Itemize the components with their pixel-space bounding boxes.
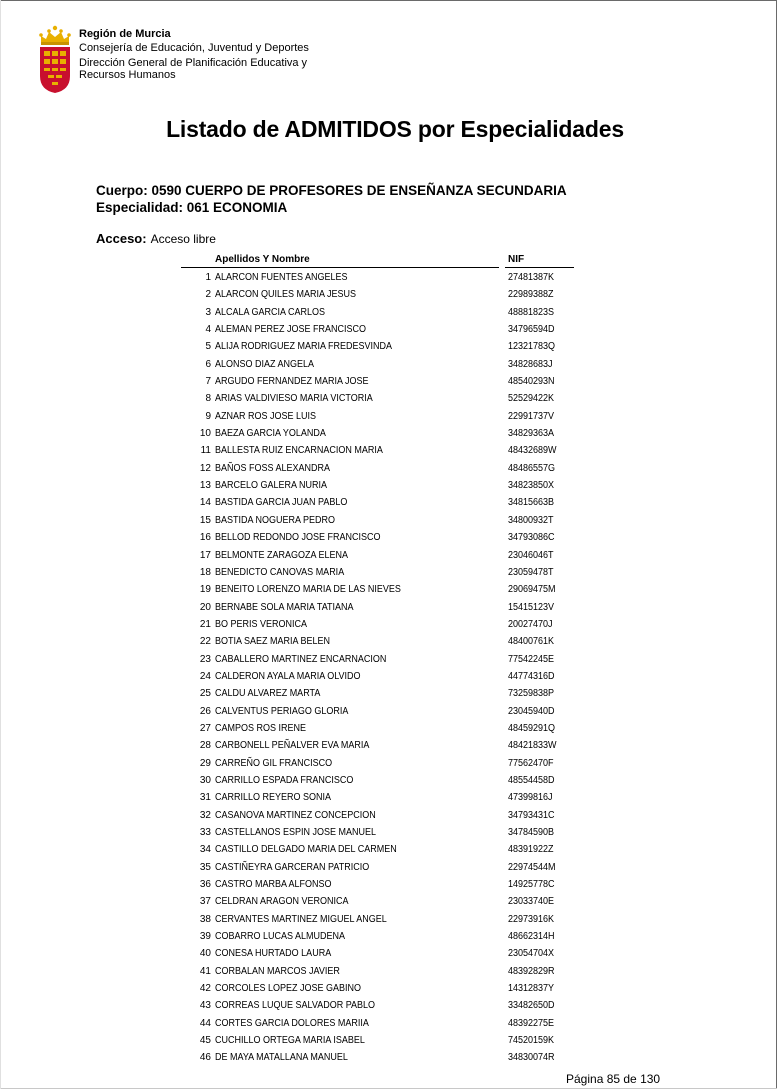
row-nif: 48400761K — [508, 636, 555, 648]
especialidad-label: Especialidad: 061 ECONOMIA — [96, 200, 288, 215]
row-nif: 20027470J — [508, 618, 553, 630]
row-nif: 48881823S — [508, 306, 555, 318]
table-row — [0, 392, 778, 409]
row-nif: 23045940D — [508, 705, 555, 717]
row-nif: 23054704X — [508, 948, 555, 960]
row-nif: 22991737V — [508, 410, 555, 422]
row-name: ARIAS VALDIVIESO MARIA VICTORIA — [215, 393, 373, 405]
row-number: 8 — [205, 393, 211, 405]
row-number: 19 — [199, 584, 211, 596]
row-name: CUCHILLO ORTEGA MARIA ISABEL — [215, 1035, 365, 1047]
table-row — [0, 809, 778, 826]
row-name: CORREAS LUQUE SALVADOR PABLO — [215, 1000, 376, 1012]
direccion-line-1: Dirección General de Planificación Educativa y — [79, 57, 308, 69]
row-name: BARCELO GALERA NURIA — [215, 480, 328, 492]
row-nif: 27481387K — [508, 272, 555, 283]
row-name: ARGUDO FERNANDEZ MARIA JOSE — [215, 376, 369, 388]
page-number: Página 85 de 130 — [566, 1072, 661, 1086]
region-name: Región de Murcia — [79, 28, 171, 40]
row-number: 29 — [199, 757, 211, 769]
row-nif: 34830074R — [508, 1052, 555, 1064]
row-number: 26 — [199, 705, 211, 717]
row-nif: 23033740E — [508, 896, 555, 908]
direccion-line-2: Recursos Humanos — [79, 69, 176, 81]
row-number: 44 — [199, 1017, 211, 1029]
row-nif: 29069475M — [508, 584, 556, 596]
row-nif: 77562470F — [508, 757, 554, 769]
row-name: CORTES GARCIA DOLORES MARIIA — [215, 1017, 369, 1029]
row-nif: 34793431C — [508, 809, 555, 821]
column-header-apellidos: Apellidos Y Nombre — [215, 254, 310, 265]
row-name: DE MAYA MATALLANA MANUEL — [215, 1052, 348, 1064]
row-name: CERVANTES MARTINEZ MIGUEL ANGEL — [215, 913, 387, 925]
row-number: 5 — [205, 341, 211, 353]
row-number: 46 — [199, 1052, 211, 1064]
row-number: 14 — [199, 497, 211, 509]
table-row — [0, 947, 778, 964]
row-name: ALEMAN PEREZ JOSE FRANCISCO — [215, 324, 367, 336]
row-nif: 22973916K — [508, 913, 555, 925]
table-row — [0, 843, 778, 860]
row-name: CASTIÑEYRA GARCERAN PATRICIO — [215, 861, 370, 873]
row-number: 27 — [199, 722, 211, 734]
row-number: 31 — [199, 792, 211, 804]
row-name: BO PERIS VERONICA — [215, 618, 308, 630]
row-nif: 44774316D — [508, 670, 555, 682]
acceso-value: Acceso libre — [150, 232, 216, 246]
table-row — [0, 340, 778, 357]
row-name: BASTIDA NOGUERA PEDRO — [215, 514, 336, 526]
table-row — [0, 705, 778, 722]
page-title: Listado de ADMITIDOS por Especialidades — [166, 116, 624, 142]
row-number: 1 — [205, 272, 211, 283]
table-row — [0, 427, 778, 444]
row-number: 6 — [205, 358, 211, 370]
row-name: CALDU ALVAREZ MARTA — [215, 688, 321, 700]
row-number: 33 — [199, 827, 211, 838]
column-header-nif: NIF — [508, 254, 525, 265]
consejeria-name: Consejería de Educación, Juventud y Deportes — [79, 42, 309, 54]
row-number: 18 — [199, 566, 211, 578]
row-number: 13 — [199, 480, 211, 492]
row-name: AZNAR ROS JOSE LUIS — [215, 410, 317, 422]
row-number: 25 — [199, 688, 211, 700]
row-number: 22 — [199, 636, 211, 648]
row-nif: 34815663B — [508, 497, 555, 509]
table-row — [0, 514, 778, 531]
row-name: CAMPOS ROS IRENE — [215, 722, 307, 734]
row-number: 43 — [199, 1000, 211, 1012]
row-name: CALVENTUS PERIAGO GLORIA — [215, 705, 349, 717]
row-number: 12 — [199, 462, 211, 474]
row-name: ALARCON QUILES MARIA JESUS — [215, 289, 357, 301]
row-number: 42 — [199, 983, 211, 995]
row-nif: 48486557G — [508, 462, 556, 474]
row-nif: 48662314H — [508, 931, 555, 943]
row-name: CASTRO MARBA ALFONSO — [215, 879, 332, 891]
table-row — [0, 635, 778, 652]
table-row — [0, 982, 778, 999]
table-row — [0, 757, 778, 774]
row-name: BENEDICTO CANOVAS MARIA — [215, 566, 345, 578]
row-nif: 34828683J — [508, 358, 553, 370]
row-name: CASTELLANOS ESPIN JOSE MANUEL — [215, 827, 377, 838]
table-row — [0, 687, 778, 704]
table-row — [0, 999, 778, 1016]
row-name: CASANOVA MARTINEZ CONCEPCION — [215, 809, 376, 821]
table-row — [0, 531, 778, 548]
row-nif: 33482650D — [508, 1000, 555, 1012]
row-nif: 47399816J — [508, 792, 553, 804]
row-name: BALLESTA RUIZ ENCARNACION MARIA — [215, 445, 383, 457]
table-row — [0, 826, 778, 843]
row-name: BAÑOS FOSS ALEXANDRA — [215, 462, 331, 474]
row-name: BENEITO LORENZO MARIA DE LAS NIEVES — [215, 584, 401, 596]
row-number: 9 — [205, 410, 211, 422]
table-row — [0, 375, 778, 392]
row-nif: 12321783Q — [508, 341, 556, 353]
row-number: 24 — [199, 670, 211, 682]
table-row — [0, 791, 778, 808]
row-name: BAEZA GARCIA YOLANDA — [215, 428, 326, 440]
row-number: 20 — [199, 601, 211, 613]
table-row — [0, 774, 778, 791]
row-number: 2 — [205, 289, 211, 301]
table-row — [0, 496, 778, 513]
row-number: 16 — [199, 532, 211, 544]
table-row — [0, 895, 778, 912]
acceso-line — [96, 231, 216, 246]
table-row — [0, 358, 778, 375]
row-name: ALIJA RODRIGUEZ MARIA FREDESVINDA — [215, 341, 393, 353]
row-number: 34 — [199, 844, 211, 856]
table-row — [0, 965, 778, 982]
row-number: 30 — [199, 774, 211, 786]
table-row — [0, 1017, 778, 1034]
row-nif: 74520159K — [508, 1035, 555, 1047]
row-nif: 77542245E — [508, 653, 555, 665]
row-number: 4 — [205, 324, 211, 336]
row-name: CARREÑO GIL FRANCISCO — [215, 757, 333, 769]
row-name: BASTIDA GARCIA JUAN PABLO — [215, 497, 348, 509]
table-row — [0, 618, 778, 635]
row-name: CASTILLO DELGADO MARIA DEL CARMEN — [215, 844, 397, 856]
cuerpo-block — [96, 182, 567, 216]
header-rule — [181, 267, 499, 268]
row-nif: 48391922Z — [508, 844, 554, 856]
row-nif: 22989388Z — [508, 289, 554, 301]
table-row — [0, 930, 778, 947]
row-name: CABALLERO MARTINEZ ENCARNACION — [215, 653, 387, 665]
row-name: CONESA HURTADO LAURA — [215, 948, 332, 960]
table-row — [0, 306, 778, 323]
row-name: BOTIA SAEZ MARIA BELEN — [215, 636, 331, 648]
row-number: 35 — [199, 861, 211, 873]
row-number: 39 — [199, 931, 211, 943]
row-name: CARRILLO REYERO SONIA — [215, 792, 332, 804]
table-row — [0, 410, 778, 427]
row-number: 7 — [205, 376, 211, 388]
table-row — [0, 583, 778, 600]
row-nif: 73259838P — [508, 688, 555, 700]
row-name: ALONSO DIAZ ANGELA — [215, 358, 315, 370]
row-nif: 34796594D — [508, 324, 555, 336]
row-nif: 34829363A — [508, 428, 555, 440]
row-nif: 48459291Q — [508, 722, 556, 734]
row-number: 11 — [200, 445, 211, 457]
row-name: CORBALAN MARCOS JAVIER — [215, 965, 340, 977]
organization-header — [79, 27, 309, 81]
row-nif: 23046046T — [508, 549, 554, 561]
row-nif: 48421833W — [508, 740, 557, 752]
row-number: 38 — [199, 913, 211, 925]
header-rule — [505, 267, 574, 268]
acceso-label: Acceso: — [96, 231, 147, 246]
page-border — [0, 0, 777, 1]
table-row — [0, 549, 778, 566]
cuerpo-label: Cuerpo: 0590 CUERPO DE PROFESORES DE ENSEÑANZA SECUNDARIA — [96, 183, 567, 198]
table-row — [0, 913, 778, 930]
table-row — [0, 861, 778, 878]
row-nif: 34793086C — [508, 532, 555, 544]
row-nif: 48392275E — [508, 1017, 555, 1029]
row-number: 37 — [199, 896, 211, 908]
row-number: 45 — [199, 1035, 211, 1047]
row-number: 41 — [199, 965, 211, 977]
table-row — [0, 288, 778, 305]
table-row — [0, 271, 778, 288]
row-name: CALDERON AYALA MARIA OLVIDO — [215, 670, 361, 682]
row-name: BELMONTE ZARAGOZA ELENA — [215, 549, 349, 561]
table-row — [0, 601, 778, 618]
table-row — [0, 479, 778, 496]
row-nif: 52529422K — [508, 393, 555, 405]
table-row — [0, 323, 778, 340]
row-number: 10 — [199, 428, 211, 440]
row-name: COBARRO LUCAS ALMUDENA — [215, 931, 346, 943]
table-row — [0, 444, 778, 461]
row-number: 32 — [199, 809, 211, 821]
row-nif: 48540293N — [508, 376, 555, 388]
row-number: 23 — [199, 653, 211, 665]
row-number: 15 — [199, 514, 211, 526]
row-nif: 48392829R — [508, 965, 555, 977]
row-number: 36 — [199, 879, 211, 891]
table-row — [0, 653, 778, 670]
row-name: CORCOLES LOPEZ JOSE GABINO — [215, 983, 362, 995]
row-number: 21 — [199, 618, 211, 630]
table-row — [0, 1051, 778, 1068]
row-nif: 15415123V — [508, 601, 555, 613]
row-name: ALARCON FUENTES ANGELES — [215, 272, 348, 283]
row-number: 17 — [199, 549, 211, 561]
row-name: CELDRAN ARAGON VERONICA — [215, 896, 349, 908]
row-number: 3 — [205, 306, 211, 318]
murcia-coat-of-arms-icon — [38, 24, 72, 94]
table-row — [0, 462, 778, 479]
row-name: CARRILLO ESPADA FRANCISCO — [215, 774, 354, 786]
row-nif: 14312837Y — [508, 983, 555, 995]
table-row — [0, 670, 778, 687]
row-name: BERNABE SOLA MARIA TATIANA — [215, 601, 354, 613]
table-row — [0, 566, 778, 583]
row-nif: 48554458D — [508, 774, 555, 786]
row-number: 40 — [199, 948, 211, 960]
row-nif: 14925778C — [508, 879, 555, 891]
row-number: 28 — [199, 740, 211, 752]
row-nif: 23059478T — [508, 566, 554, 578]
table-row — [0, 878, 778, 895]
table-row — [0, 1034, 778, 1051]
row-name: BELLOD REDONDO JOSE FRANCISCO — [215, 532, 381, 544]
row-name: ALCALA GARCIA CARLOS — [215, 306, 326, 318]
row-name: CARBONELL PEÑALVER EVA MARIA — [215, 740, 370, 752]
row-nif: 34823850X — [508, 480, 555, 492]
table-row — [0, 722, 778, 739]
admitidos-list — [0, 271, 778, 1069]
table-row — [0, 739, 778, 756]
row-nif: 34800932T — [508, 514, 554, 526]
row-nif: 34784590B — [508, 827, 555, 838]
row-nif: 48432689W — [508, 445, 557, 457]
row-nif: 22974544M — [508, 861, 556, 873]
